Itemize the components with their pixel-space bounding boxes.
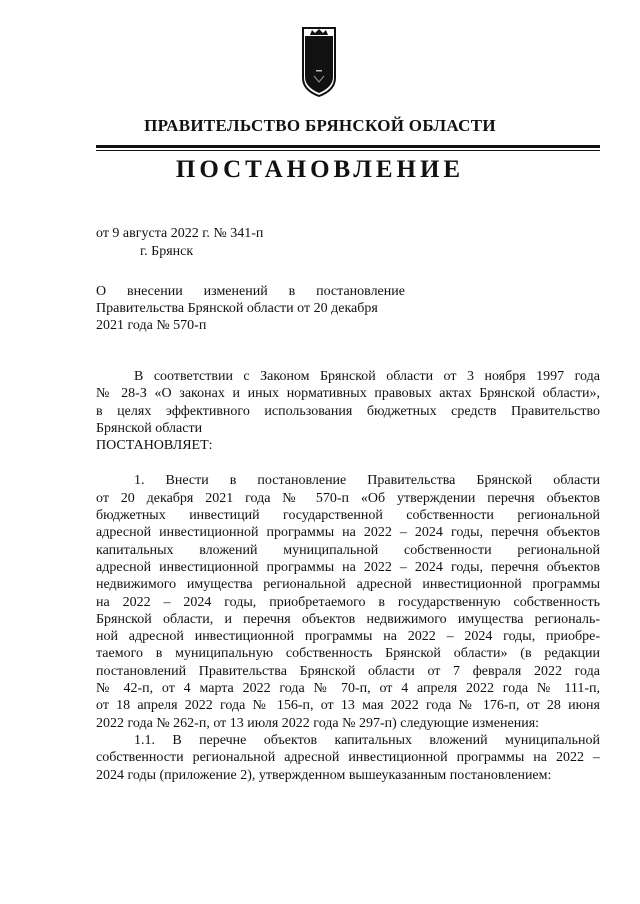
- text-line: 1. Внести в постановление Правительства Брянской области: [134, 473, 600, 489]
- text-line: капитальных вложений муниципальной собственности региональной: [96, 542, 600, 558]
- header-rule-thick: [96, 145, 600, 148]
- text-line: бюджетных инвестиций государственной собственности региональной: [96, 508, 600, 524]
- text-line: № 28-З «О законах и иных нормативных правовых актах Брянской области»,: [96, 386, 600, 402]
- subject-line-1: [96, 283, 405, 300]
- text-line: Брянской области, и перечня объектов недвижимого имущества региональ-: [96, 611, 600, 627]
- document-date-number: от 9 августа 2022 г. № 341-п: [96, 226, 264, 241]
- subject-word: внесении: [127, 284, 183, 299]
- organization-title: ПРАВИТЕЛЬСТВО БРЯНСКОЙ ОБЛАСТИ: [144, 116, 496, 135]
- text-line: В соответствии с Законом Брянской области от 3 ноября 1997 года: [134, 369, 600, 384]
- text-line: в целях эффективного использования бюджетных средств Правительство: [96, 403, 600, 419]
- header-rule-thin: [96, 150, 600, 151]
- preamble-paragraph: [96, 368, 600, 437]
- text-line: № 42-п, от 4 марта 2022 года № 70-п, от 4 апреля 2022 года № 111-п,: [96, 681, 600, 697]
- text-line: собственности региональной адресной инвестиционной программы на 2022 –: [96, 750, 600, 766]
- text-line: постановлений Правительства Брянской области от 7 февраля 2022 года: [96, 663, 600, 679]
- item-1-1-paragraph: [96, 732, 600, 784]
- subject-word: постановление: [316, 284, 405, 299]
- text-line: таемого в муниципальную собственность Брянской области» (в редакции: [96, 646, 600, 662]
- text-line: недвижимого имущества региональной адресной инвестиционной программы: [96, 577, 600, 593]
- item-1-paragraph: [96, 472, 600, 731]
- text-line: 2024 годы (приложение 2), утвержденном вышеуказанным постановлением:: [96, 767, 552, 783]
- text-line: на 2022 – 2024 годы, приобретаемого в государственную собственность: [96, 594, 600, 610]
- document-subject: [96, 283, 405, 334]
- text-line: от 20 декабря 2021 года № 570-п «Об утверждении перечня объектов: [96, 490, 600, 506]
- text-line: адресной инвестиционной программы на 2022 – 2024 годы, перечня объектов: [96, 525, 600, 541]
- text-line: 2022 года № 262-п, от 13 июля 2022 года № 297-п) следующие изменения:: [96, 715, 540, 731]
- text-line: адресной инвестиционной программы на 2022 – 2024 годы, перечня объектов: [96, 559, 600, 575]
- decree-word: ПОСТАНОВЛЯЕТ:: [96, 438, 213, 454]
- subject-line-2: Правительства Брянской области от 20 декабря: [96, 301, 378, 316]
- document-body: [96, 368, 600, 784]
- text-line: ной адресной инвестиционной программы на 2022 – 2024 годы, приобре-: [96, 629, 600, 645]
- text-line: от 18 апреля 2022 года № 156-п, от 13 мая 2022 года № 176-п, от 28 июня: [96, 698, 600, 714]
- bryansk-coat-of-arms-icon: [301, 26, 337, 98]
- text-line: Брянской области: [96, 420, 203, 436]
- subject-word: в: [288, 284, 296, 299]
- text-line: 1.1. В перечне объектов капитальных вложений муниципальной: [134, 732, 600, 748]
- document-city: г. Брянск: [140, 244, 194, 259]
- document-type-title: ПОСТАНОВЛЕНИЕ: [175, 156, 465, 183]
- subject-line-3: 2021 года № 570-п: [96, 318, 207, 333]
- subject-word: изменений: [203, 284, 268, 299]
- subject-word: О: [96, 284, 107, 299]
